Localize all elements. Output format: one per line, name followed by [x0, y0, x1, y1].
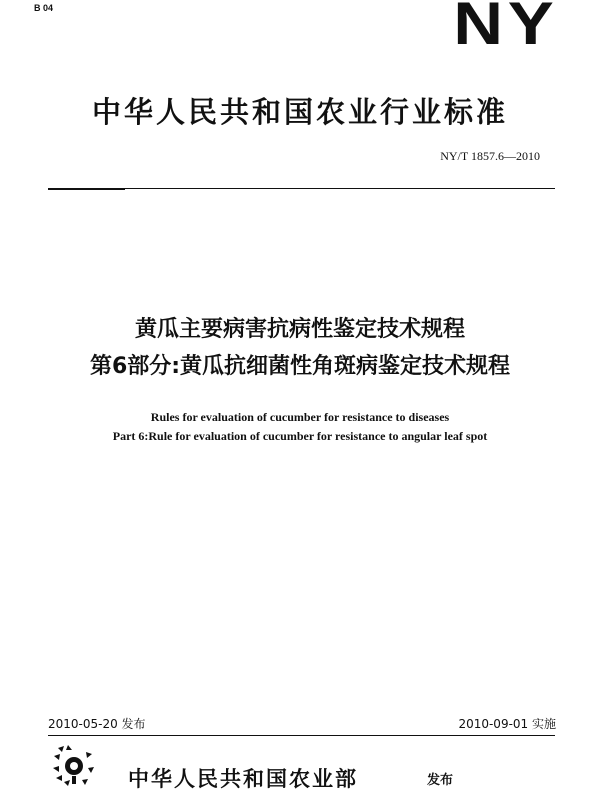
issue-date: 2010-05-20 发布 [48, 717, 146, 731]
header-rule-thin [125, 188, 555, 189]
standard-number: NY/T 1857.6—2010 [440, 149, 540, 163]
ministry-emblem-icon [50, 742, 98, 788]
title-english-line-2: Part 6:Rule for evaluation of cucumber for resistance to angular leaf spot [112, 429, 488, 443]
ny-logo: NY [452, 0, 558, 57]
footer-rule [48, 735, 555, 736]
issuing-ministry: 中华人民共和国农业部 [128, 767, 358, 791]
title-chinese-line-1: 黄瓜主要病害抗病性鉴定技术规程 [134, 317, 465, 342]
issued-by-label: 发布 [427, 773, 454, 788]
standard-type-heading: 中华人民共和国农业行业标准 [91, 95, 508, 129]
classification-code: B 04 [34, 3, 54, 13]
title-english-line-1: Rules for evaluation of cucumber for resistance to diseases [150, 410, 450, 424]
header-rule-thick [48, 188, 125, 190]
implementation-date: 2010-09-01 实施 [458, 717, 556, 731]
title-chinese-line-2: 第6部分:黄瓜抗细菌性角斑病鉴定技术规程 [89, 354, 511, 379]
